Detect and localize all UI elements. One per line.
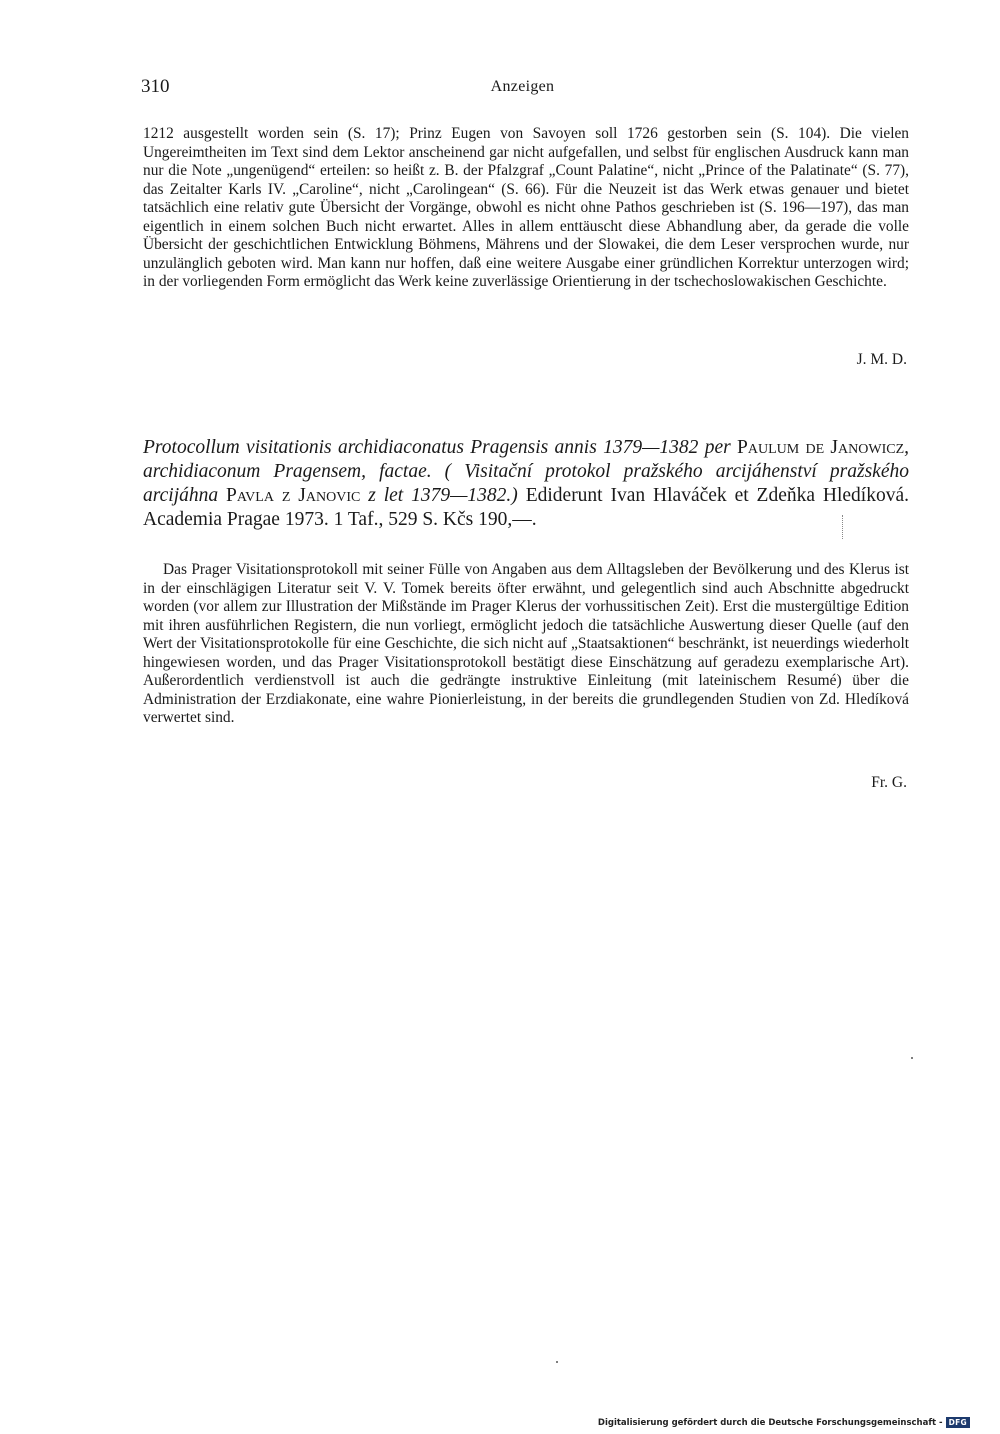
title-latin-cont: , archidiaconum Pragensem, factae. ( Visitační protokol pražského arcijáhenství pražského arcijáhna — [143, 437, 909, 506]
review-1-body: 1212 ausgestellt worden sein (S. 17); Prinz Eugen von Savoyen soll 1726 gestorben sein (S. 104). Die vielen Ungereimtheiten im Text sind dem Lektor anscheinend gar nicht aufgefallen, und selbst für englischen Ausdruck kann man nur die Note „ungenügend“ erteilen: so heißt z. B. der Pfalzgraf „Count Palatine“, nicht „Prince of the Palatinate“ (S. 77), das Zeitalter Karls IV. „Caroline“, nicht „Carolingean“ (S. 66). Für die Neuzeit ist das Werk etwas genauer und bietet tatsächlich eine relativ gute Übersicht der Vorgänge, obwohl es nicht ohne Pathos geschrieben ist (S. 196—197), das man eigentlich in einem solchen Buch nicht erwartet. Alles in allem enttäuscht diese Abhandlung aber, da gerade die volle Übersicht der geschichtlichen Entwicklung Böhmens, Mährens und der Slowakei, die dem Leser versprochen wurde, nur unzulänglich geboten wird. Man kann nur hoffen, daß eine weitere Ausgabe einer gründlichen Korrektur unterzogen wird; in der vorliegenden Form ermöglicht das Werk keine zuverlässige Orientierung in der tschechoslowakischen Geschichte. — [143, 125, 909, 290]
footer-text: Digitalisierung gefördert durch die Deutsche Forschungsgemeinschaft - — [597, 1417, 943, 1428]
review-1-signature: J. M. D. — [856, 351, 907, 368]
scan-speck — [911, 1057, 913, 1059]
review-2-title — [143, 436, 909, 532]
scan-speck — [556, 1361, 558, 1363]
running-title: Anzeigen — [490, 78, 555, 95]
page-number: 310 — [141, 76, 170, 97]
review-2-signature: Fr. G. — [871, 774, 907, 791]
digitization-footer — [598, 1417, 970, 1428]
title-editors-imprint: Ediderunt Ivan Hlaváček et Zdeňka Hledíková. Academia Pragae 1973. 1 Taf., 529 S. Kčs 190,—. — [143, 485, 910, 530]
review-2-body: Das Prager Visitationsprotokoll mit seiner Fülle von Angaben aus dem Alltagsleben der Bevölkerung und des Klerus ist in der einschlägigen Literatur seit V. V. Tomek bereits öfter erwähnt, und gelegentlich sind auch Abschnitte abgedruckt worden (vor allem zur Illustration der Mißstände im Prager Klerus der vorhussitischen Zeit). Erst die mustergültige Edition mit ihren ausführlichen Registern, die nun vorliegt, ermöglicht jedoch die tatsächliche Auswertung dieser Quelle (auf den Wert der Visitationsprotokolle für eine Geschichte, die sich nicht auf „Staatsaktionen“ beschränkt, ist neuerdings wiederholt hingewiesen worden, und das Prager Visitationsprotokoll bestätigt diese Einschätzung auf geradezu exemplarische Art). Außerordentlich verdienstvoll ist auch die gedrängte instruktive Einleitung (mit lateinischem Resumé) über die Administration der Erzdiakonate, eine wahre Pionierleistung, in der bereits die grundlegenden Studien von Zd. Hledíková verwertet sind. — [143, 561, 909, 726]
dfg-logo: DFG — [946, 1417, 970, 1428]
title-czech-years: z let 1379—1382.) — [360, 485, 518, 506]
title-author-czech: Pavla z Janovic — [226, 485, 361, 506]
title-latin: Protocollum visitationis archidiaconatus Pragensis annis 1379—1382 per — [143, 437, 738, 458]
title-author-latin: Paulum de Janowicz — [737, 437, 905, 458]
margin-mark — [842, 515, 843, 539]
